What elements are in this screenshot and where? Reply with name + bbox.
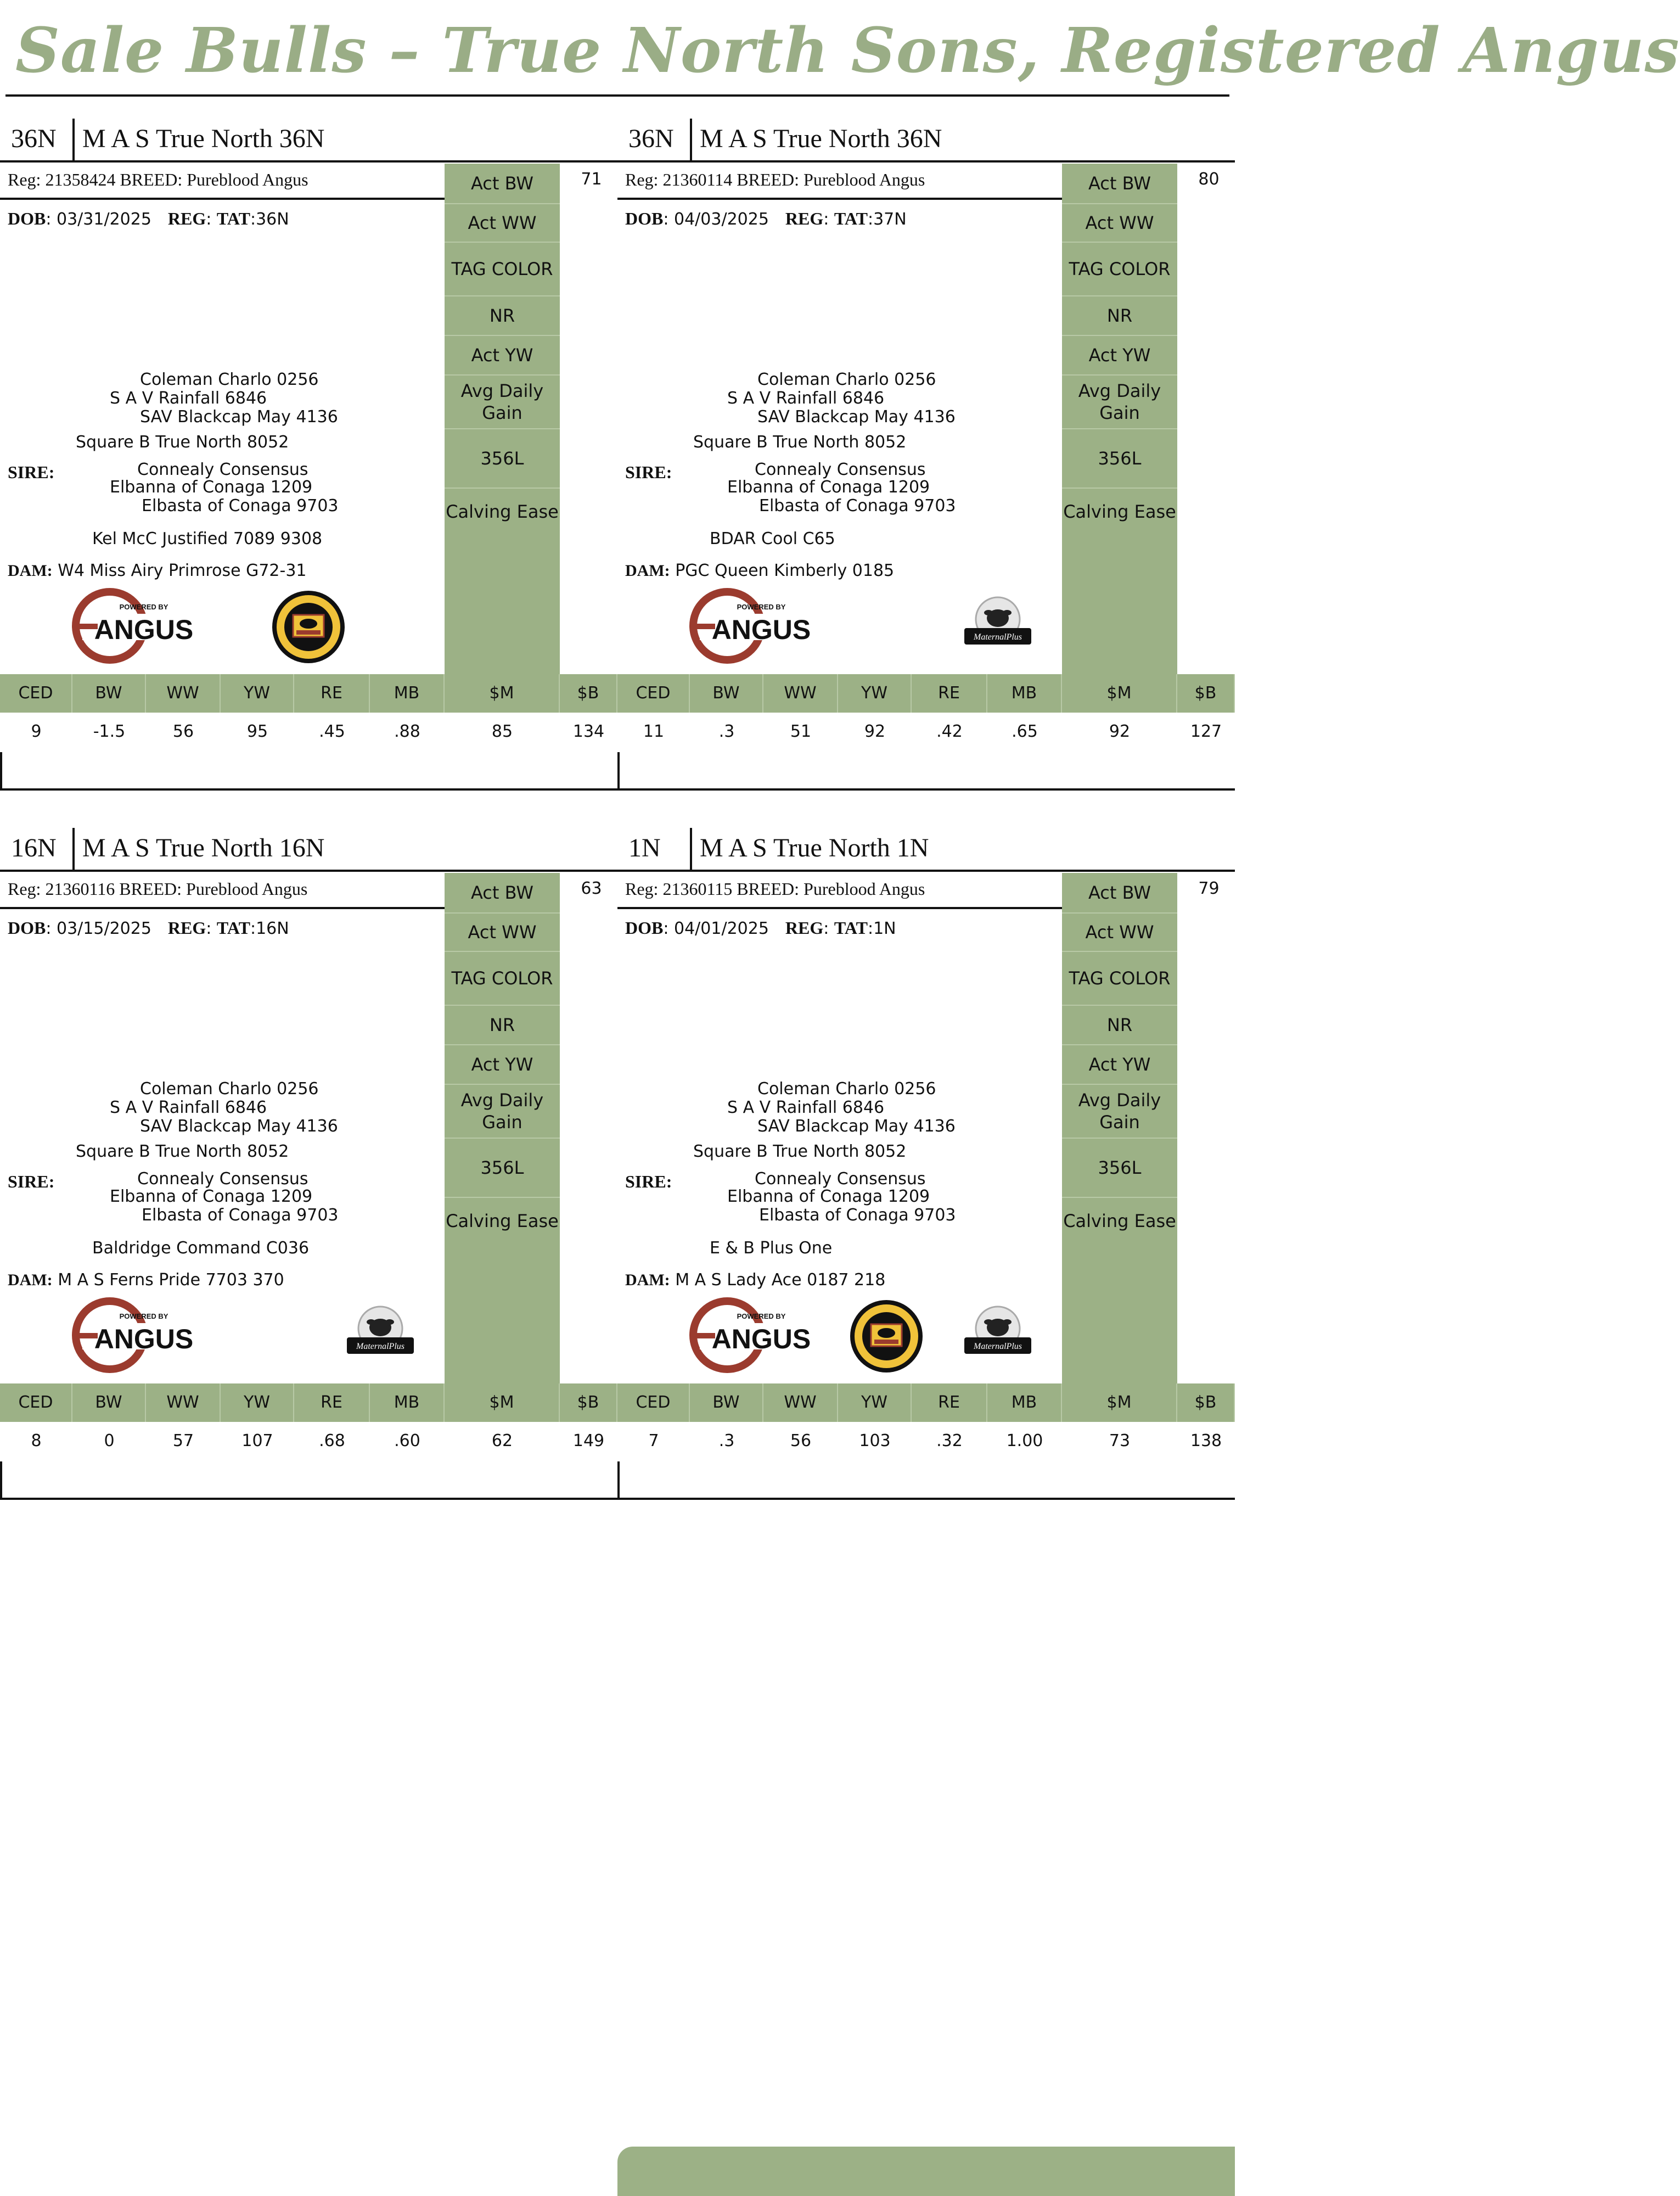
maternal-plus-text: MaternalPlus [974,632,1022,642]
maternal-plus-logo [962,594,1033,654]
breed-prefix: BREED: [120,170,183,189]
epd-value: 92 [864,722,886,741]
dob-value: 03/31/2025 [57,210,151,229]
side-label-avg-daily-gain: Avg Daily Gain [445,376,560,429]
dam-name: W4 Miss Airy Primrose G72-31 [58,561,307,580]
side-label-act-yw: Act YW [1062,336,1177,376]
sire-dam-sire: Connealy Consensus [137,460,308,479]
header-divider [690,119,692,160]
sire: Square B True North 8052 [76,433,289,452]
act-bw-value: 71 [581,170,602,189]
epd-value: .65 [1012,722,1038,741]
card-left-border [0,1461,2,1500]
lot-tag: 36N [628,124,674,153]
dob-line: DOB: 04/03/2025 REG: TAT:37N [625,209,907,229]
sire-sire-dam: SAV Blackcap May 4136 [757,407,956,427]
epd-value: 1.00 [1006,1431,1043,1450]
epd-header: CED [617,1383,690,1422]
epd-header: BW [72,1383,146,1422]
epd-value: 51 [790,722,812,741]
epd-header: CED [0,674,72,713]
sire-dam-sire: Connealy Consensus [755,460,926,479]
certified-angus-beef-seal-icon [848,1298,925,1375]
powered-by-angus-logo [71,587,198,664]
epd-header: YW [221,1383,294,1422]
epd-header: WW [763,674,838,713]
epd-value: 11 [643,722,665,741]
card-header [0,825,617,872]
side-label-tag-color: TAG COLOR [445,243,560,296]
breed: Pureblood Angus [187,170,308,189]
side-label-act-bw: Act BW [445,873,560,914]
reg-divider [0,907,445,909]
epd-value: 62 [491,1431,513,1450]
sire-sire-sire: Coleman Charlo 0256 [140,370,319,389]
side-label-avg-daily-gain: Avg Daily Gain [445,1085,560,1139]
side-label-nr: NR [445,1006,560,1045]
bull-name: M A S True North 16N [82,833,325,862]
side-label-tag-color: TAG COLOR [445,952,560,1006]
side-label-calving-ease: Calving Ease [1063,501,1176,522]
bull-card [0,825,617,1450]
maternal-plus-logo [345,1303,416,1364]
act-bw-value: 63 [581,879,602,898]
sire-sire: S A V Rainfall 6846 [110,389,267,408]
side-label-nr: NR [1062,1006,1177,1045]
card-header [617,825,1235,872]
header-divider [72,119,75,160]
epd-value: 103 [859,1431,891,1450]
tat-label: TAT [216,918,250,938]
side-label-act-ww: Act WW [445,204,560,243]
epd-value: .45 [319,722,345,741]
sire-label: SIRE: [8,462,55,482]
bull-card [0,115,617,741]
side-label-n356l: 356L [1062,429,1177,489]
header-divider [72,828,75,870]
tat-label: TAT [834,209,868,228]
reg-number: 21360116 [45,879,115,899]
powered-by-angus-logo [71,1297,198,1374]
side-label-nr: NR [445,296,560,336]
dam-name: PGC Queen Kimberly 0185 [675,561,895,580]
tat-value: 16N [256,919,289,938]
powered-by-text: POWERED BY [737,603,786,611]
powered-by-text: POWERED BY [737,1312,786,1320]
epd-header: BW [690,674,763,713]
epd-value: 149 [572,1431,605,1450]
angus-text: ANGUS [94,1324,194,1354]
reg-prefix: Reg: [625,879,659,899]
side-label-n356l: 356L [445,1139,560,1198]
dam-line [625,1269,885,1291]
side-label-act-yw: Act YW [445,336,560,376]
epd-value: .32 [936,1431,963,1450]
epd-header: WW [146,674,221,713]
card-left-border [617,1461,620,1500]
breed: Pureblood Angus [186,879,308,899]
maternal-plus-text: MaternalPlus [356,1342,404,1351]
maternal-plus-text: MaternalPlus [974,1342,1022,1351]
side-label-act-bw: Act BW [1062,164,1177,204]
epd-header-row [0,674,617,713]
act-bw-value: 80 [1198,170,1220,189]
card-bottom-border [0,1461,617,1500]
epd-values-row [617,1422,1235,1460]
epd-value: 92 [1109,722,1131,741]
sire-sire-sire: Coleman Charlo 0256 [757,370,936,389]
tat-label: TAT [216,209,250,228]
epd-header: $B [1177,674,1235,713]
registration-line [8,166,441,193]
epd-header: MB [987,674,1062,713]
sire-dam: Elbanna of Conaga 1209 [727,478,930,497]
epd-value: 8 [31,1431,42,1450]
card-left-border [617,752,620,791]
sire-sire-dam: SAV Blackcap May 4136 [140,1117,338,1136]
side-label-calving-ease: Calving Ease [446,1211,559,1231]
epd-value: 0 [104,1431,115,1450]
dob-value: 03/15/2025 [57,919,151,938]
reg-divider [617,198,1062,200]
epd-value: 57 [172,1431,194,1450]
sire-sire: S A V Rainfall 6846 [727,1098,885,1117]
epd-header: YW [838,1383,912,1422]
dob-value: 04/03/2025 [674,210,769,229]
epd-header: $M [1062,1383,1177,1422]
tat-value: 1N [873,919,896,938]
epd-header-row [617,674,1235,713]
epd-header: $B [1177,1383,1235,1422]
side-label-act-yw: Act YW [445,1045,560,1085]
side-label-tag-color: TAG COLOR [1062,243,1177,296]
reg-divider [0,198,445,200]
sire-label: SIRE: [8,1172,55,1191]
sire-dam-dam: Elbasta of Conaga 9703 [142,496,339,516]
dob-label: DOB [625,209,664,228]
card-bottom-border [617,1461,1235,1500]
bull-card [617,115,1235,741]
registration-line [625,875,1059,903]
powered-by-text: POWERED BY [119,1312,168,1320]
bull-name: M A S True North 36N [700,124,942,153]
epd-value: 134 [572,722,605,741]
epd-value: 127 [1190,722,1222,741]
epd-value: 95 [246,722,268,741]
epd-header: CED [617,674,690,713]
reg-label: REG [785,918,824,938]
epd-value: 138 [1190,1431,1222,1450]
card-header [0,115,617,163]
dam-label: DAM: [625,562,670,580]
epd-value: 85 [491,722,513,741]
epd-value: .68 [319,1431,345,1450]
reg-label: REG [167,209,206,228]
dam-line [625,560,894,582]
side-label-act-ww: Act WW [1062,914,1177,952]
sire-dam-sire: Connealy Consensus [755,1169,926,1189]
page-title: Sale Bulls – True North Sons, Registered Angus [15,15,1680,87]
reg-divider [617,907,1062,909]
card-bottom-border [617,752,1235,791]
breed-prefix: BREED: [119,879,182,899]
sire-dam: Elbanna of Conaga 1209 [727,1187,930,1206]
lot-tag: 16N [11,833,57,862]
epd-header: $M [1062,674,1177,713]
breed-prefix: BREED: [737,879,800,899]
epd-header: MB [370,1383,445,1422]
dam-label: DAM: [625,1271,670,1289]
epd-header: WW [146,1383,221,1422]
breed-prefix: BREED: [737,170,800,189]
sire-label: SIRE: [625,462,672,482]
dob-line: DOB: 03/15/2025 REG: TAT:16N [8,918,289,938]
dob-label: DOB [8,918,46,938]
dob-line: DOB: 04/01/2025 REG: TAT:1N [625,918,896,938]
angus-text: ANGUS [94,614,194,645]
bull-name: M A S True North 1N [700,833,929,862]
header-divider [690,828,692,870]
epd-header: WW [763,1383,838,1422]
bull-name: M A S True North 36N [82,124,325,153]
angus-text: ANGUS [711,1324,811,1354]
epd-values-row [617,713,1235,751]
reg-number: 21358424 [45,170,116,189]
epd-header-row [0,1383,617,1422]
sire-sire: S A V Rainfall 6846 [727,389,885,408]
reg-number: 21360114 [662,170,733,189]
epd-value: 9 [31,722,42,741]
epd-value: .3 [718,722,735,741]
dam-label: DAM: [8,562,53,580]
epd-header: $M [445,1383,560,1422]
reg-label: REG [167,918,206,938]
sire-sire-sire: Coleman Charlo 0256 [140,1079,319,1099]
epd-values-row [0,1422,617,1460]
side-label-calving-ease: Calving Ease [446,501,559,522]
epd-value: 56 [172,722,194,741]
dob-line: DOB: 03/31/2025 REG: TAT:36N [8,209,289,229]
measurements-column [1062,873,1177,1383]
epd-header: RE [294,1383,370,1422]
dam-line [8,1269,284,1291]
side-label-n356l: 356L [1062,1139,1177,1198]
footer-bar [617,2147,1235,2196]
epd-value: 107 [241,1431,273,1450]
side-label-act-ww: Act WW [1062,204,1177,243]
bull-card [617,825,1235,1450]
sire: Square B True North 8052 [693,1142,907,1161]
dam-sire: Kel McC Justified 7089 9308 [92,529,323,548]
dam-name: M A S Ferns Pride 7703 370 [58,1270,284,1290]
breed: Pureblood Angus [804,879,925,899]
dob-value: 04/01/2025 [674,919,769,938]
dob-label: DOB [8,209,46,228]
powered-by-text: POWERED BY [119,603,168,611]
powered-by-angus-logo [689,587,815,664]
side-label-act-bw: Act BW [1062,873,1177,914]
sire-dam-dam: Elbasta of Conaga 9703 [759,496,956,516]
sire-sire-dam: SAV Blackcap May 4136 [757,1117,956,1136]
dob-label: DOB [625,918,664,938]
maternal-plus-logo [962,1303,1033,1364]
reg-prefix: Reg: [625,170,659,189]
epd-value: .42 [936,722,963,741]
epd-header: CED [0,1383,72,1422]
sire-sire: S A V Rainfall 6846 [110,1098,267,1117]
sire-dam-dam: Elbasta of Conaga 9703 [759,1206,956,1225]
side-label-act-bw: Act BW [445,164,560,204]
sire-dam-sire: Connealy Consensus [137,1169,308,1189]
card-bottom-border [0,752,617,791]
dam-line [8,560,307,582]
side-label-avg-daily-gain: Avg Daily Gain [1062,1085,1177,1139]
sire-sire-dam: SAV Blackcap May 4136 [140,407,338,427]
epd-header-row [617,1383,1235,1422]
side-label-calving-ease: Calving Ease [1063,1211,1176,1231]
measurements-column [445,164,560,674]
act-bw-value: 79 [1198,879,1220,898]
reg-number: 21360115 [662,879,733,899]
lot-tag: 36N [11,124,57,153]
epd-header: YW [221,674,294,713]
dam-label: DAM: [8,1271,53,1289]
sire-dam: Elbanna of Conaga 1209 [110,1187,313,1206]
tat-label: TAT [834,918,868,938]
epd-value: 73 [1109,1431,1131,1450]
registration-line [625,166,1059,193]
measurements-column [1062,164,1177,674]
side-label-act-yw: Act YW [1062,1045,1177,1085]
sire-dam-dam: Elbasta of Conaga 9703 [142,1206,339,1225]
reg-label: REG [785,209,824,228]
side-label-tag-color: TAG COLOR [1062,952,1177,1006]
sire: Square B True North 8052 [693,433,907,452]
card-left-border [0,752,2,791]
dam-sire: Baldridge Command C036 [92,1239,310,1258]
sire: Square B True North 8052 [76,1142,289,1161]
epd-header: YW [838,674,912,713]
epd-value: .88 [394,722,420,741]
epd-header: BW [690,1383,763,1422]
epd-header: MB [987,1383,1062,1422]
registration-line [8,875,441,903]
side-label-nr: NR [1062,296,1177,336]
epd-header: $B [560,1383,617,1422]
epd-header: RE [912,674,987,713]
epd-value: 7 [648,1431,659,1450]
breed: Pureblood Angus [804,170,925,189]
tat-value: 36N [256,210,289,229]
epd-value: -1.5 [93,722,126,741]
sire-sire-sire: Coleman Charlo 0256 [757,1079,936,1099]
side-label-n356l: 356L [445,429,560,489]
certified-angus-beef-seal-icon [270,589,347,665]
reg-prefix: Reg: [8,879,41,899]
epd-header: BW [72,674,146,713]
tat-value: 37N [873,210,907,229]
epd-header: $M [445,674,560,713]
epd-header: RE [294,674,370,713]
card-header [617,115,1235,163]
sire-dam: Elbanna of Conaga 1209 [110,478,313,497]
epd-header: MB [370,674,445,713]
sire-label: SIRE: [625,1172,672,1191]
epd-values-row [0,713,617,751]
powered-by-angus-logo [689,1297,815,1374]
epd-value: .60 [394,1431,420,1450]
dam-name: M A S Lady Ace 0187 218 [675,1270,886,1290]
angus-text: ANGUS [711,614,811,645]
epd-value: .3 [718,1431,735,1450]
epd-value: 56 [790,1431,812,1450]
title-divider [5,94,1229,97]
lot-tag: 1N [628,833,661,862]
measurements-column [445,873,560,1383]
side-label-avg-daily-gain: Avg Daily Gain [1062,376,1177,429]
reg-prefix: Reg: [8,170,41,189]
epd-header: RE [912,1383,987,1422]
epd-header: $B [560,674,617,713]
side-label-act-ww: Act WW [445,914,560,952]
dam-sire: E & B Plus One [710,1239,833,1258]
dam-sire: BDAR Cool C65 [710,529,835,548]
